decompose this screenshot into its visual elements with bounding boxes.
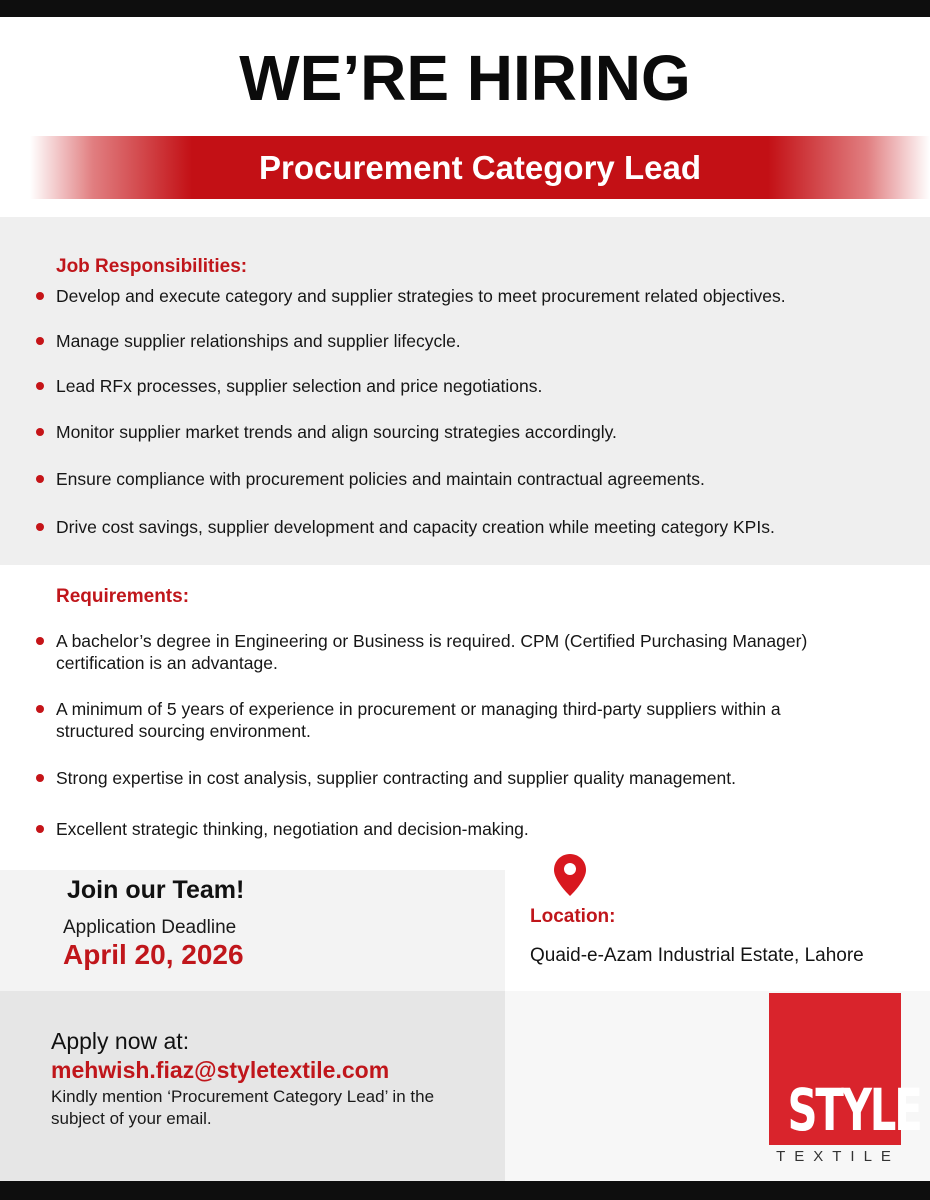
bullet-dot-icon (36, 637, 44, 645)
requirements-heading: Requirements: (56, 586, 190, 607)
bullet-dot-icon (36, 292, 44, 300)
map-pin-icon (553, 853, 587, 897)
location-heading: Location: (530, 906, 616, 927)
requirement-item: A minimum of 5 years of experience in procurement or managing third-party suppliers within a structured sourcing environment. (56, 698, 856, 742)
responsibilities-heading: Job Responsibilities: (56, 256, 248, 277)
deadline-date: April 20, 2026 (63, 939, 244, 970)
join-team-title: Join our Team! (67, 876, 245, 904)
responsibility-item: Develop and execute category and supplier strategies to meet procurement related objectives. (56, 285, 896, 307)
job-title-banner (30, 136, 930, 199)
requirement-item: A bachelor’s degree in Engineering or Business is required. CPM (Certified Purchasing Manager) certification is an advantage. (56, 630, 896, 674)
logo-wordmark: STYLE (787, 1076, 921, 1144)
apply-email-link[interactable]: mehwish.fiaz@styletextile.com (51, 1057, 390, 1083)
job-title: Procurement Category Lead (259, 149, 701, 186)
location-address: Quaid-e-Azam Industrial Estate, Lahore (530, 945, 864, 966)
bullet-dot-icon (36, 382, 44, 390)
bullet-dot-icon (36, 825, 44, 833)
responsibility-item: Drive cost savings, supplier development and capacity creation while meeting category KPIs. (56, 516, 896, 538)
apply-instructions: Kindly mention ‘Procurement Category Lead’ in the subject of your email. (51, 1087, 435, 1128)
top-border-bar (0, 0, 930, 17)
logo-subtitle: TEXTILE (776, 1148, 900, 1165)
style-textile-logo (769, 993, 921, 1145)
responsibility-item: Lead RFx processes, supplier selection and price negotiations. (56, 375, 896, 397)
deadline-label: Application Deadline (63, 917, 237, 938)
bullet-dot-icon (36, 337, 44, 345)
apply-label: Apply now at: (51, 1028, 190, 1054)
bottom-border-bar (0, 1181, 930, 1200)
bullet-dot-icon (36, 428, 44, 436)
hiring-headline: WE’RE HIRING (239, 42, 691, 114)
responsibility-item: Manage supplier relationships and supplier lifecycle. (56, 330, 896, 352)
responsibility-item: Monitor supplier market trends and align sourcing strategies accordingly. (56, 421, 896, 443)
bullet-dot-icon (36, 523, 44, 531)
responsibility-item: Ensure compliance with procurement policies and maintain contractual agreements. (56, 468, 896, 490)
requirement-item: Excellent strategic thinking, negotiation and decision-making. (56, 818, 896, 840)
bullet-dot-icon (36, 475, 44, 483)
bullet-dot-icon (36, 705, 44, 713)
bullet-dot-icon (36, 774, 44, 782)
requirement-item: Strong expertise in cost analysis, supplier contracting and supplier quality management. (56, 767, 896, 789)
